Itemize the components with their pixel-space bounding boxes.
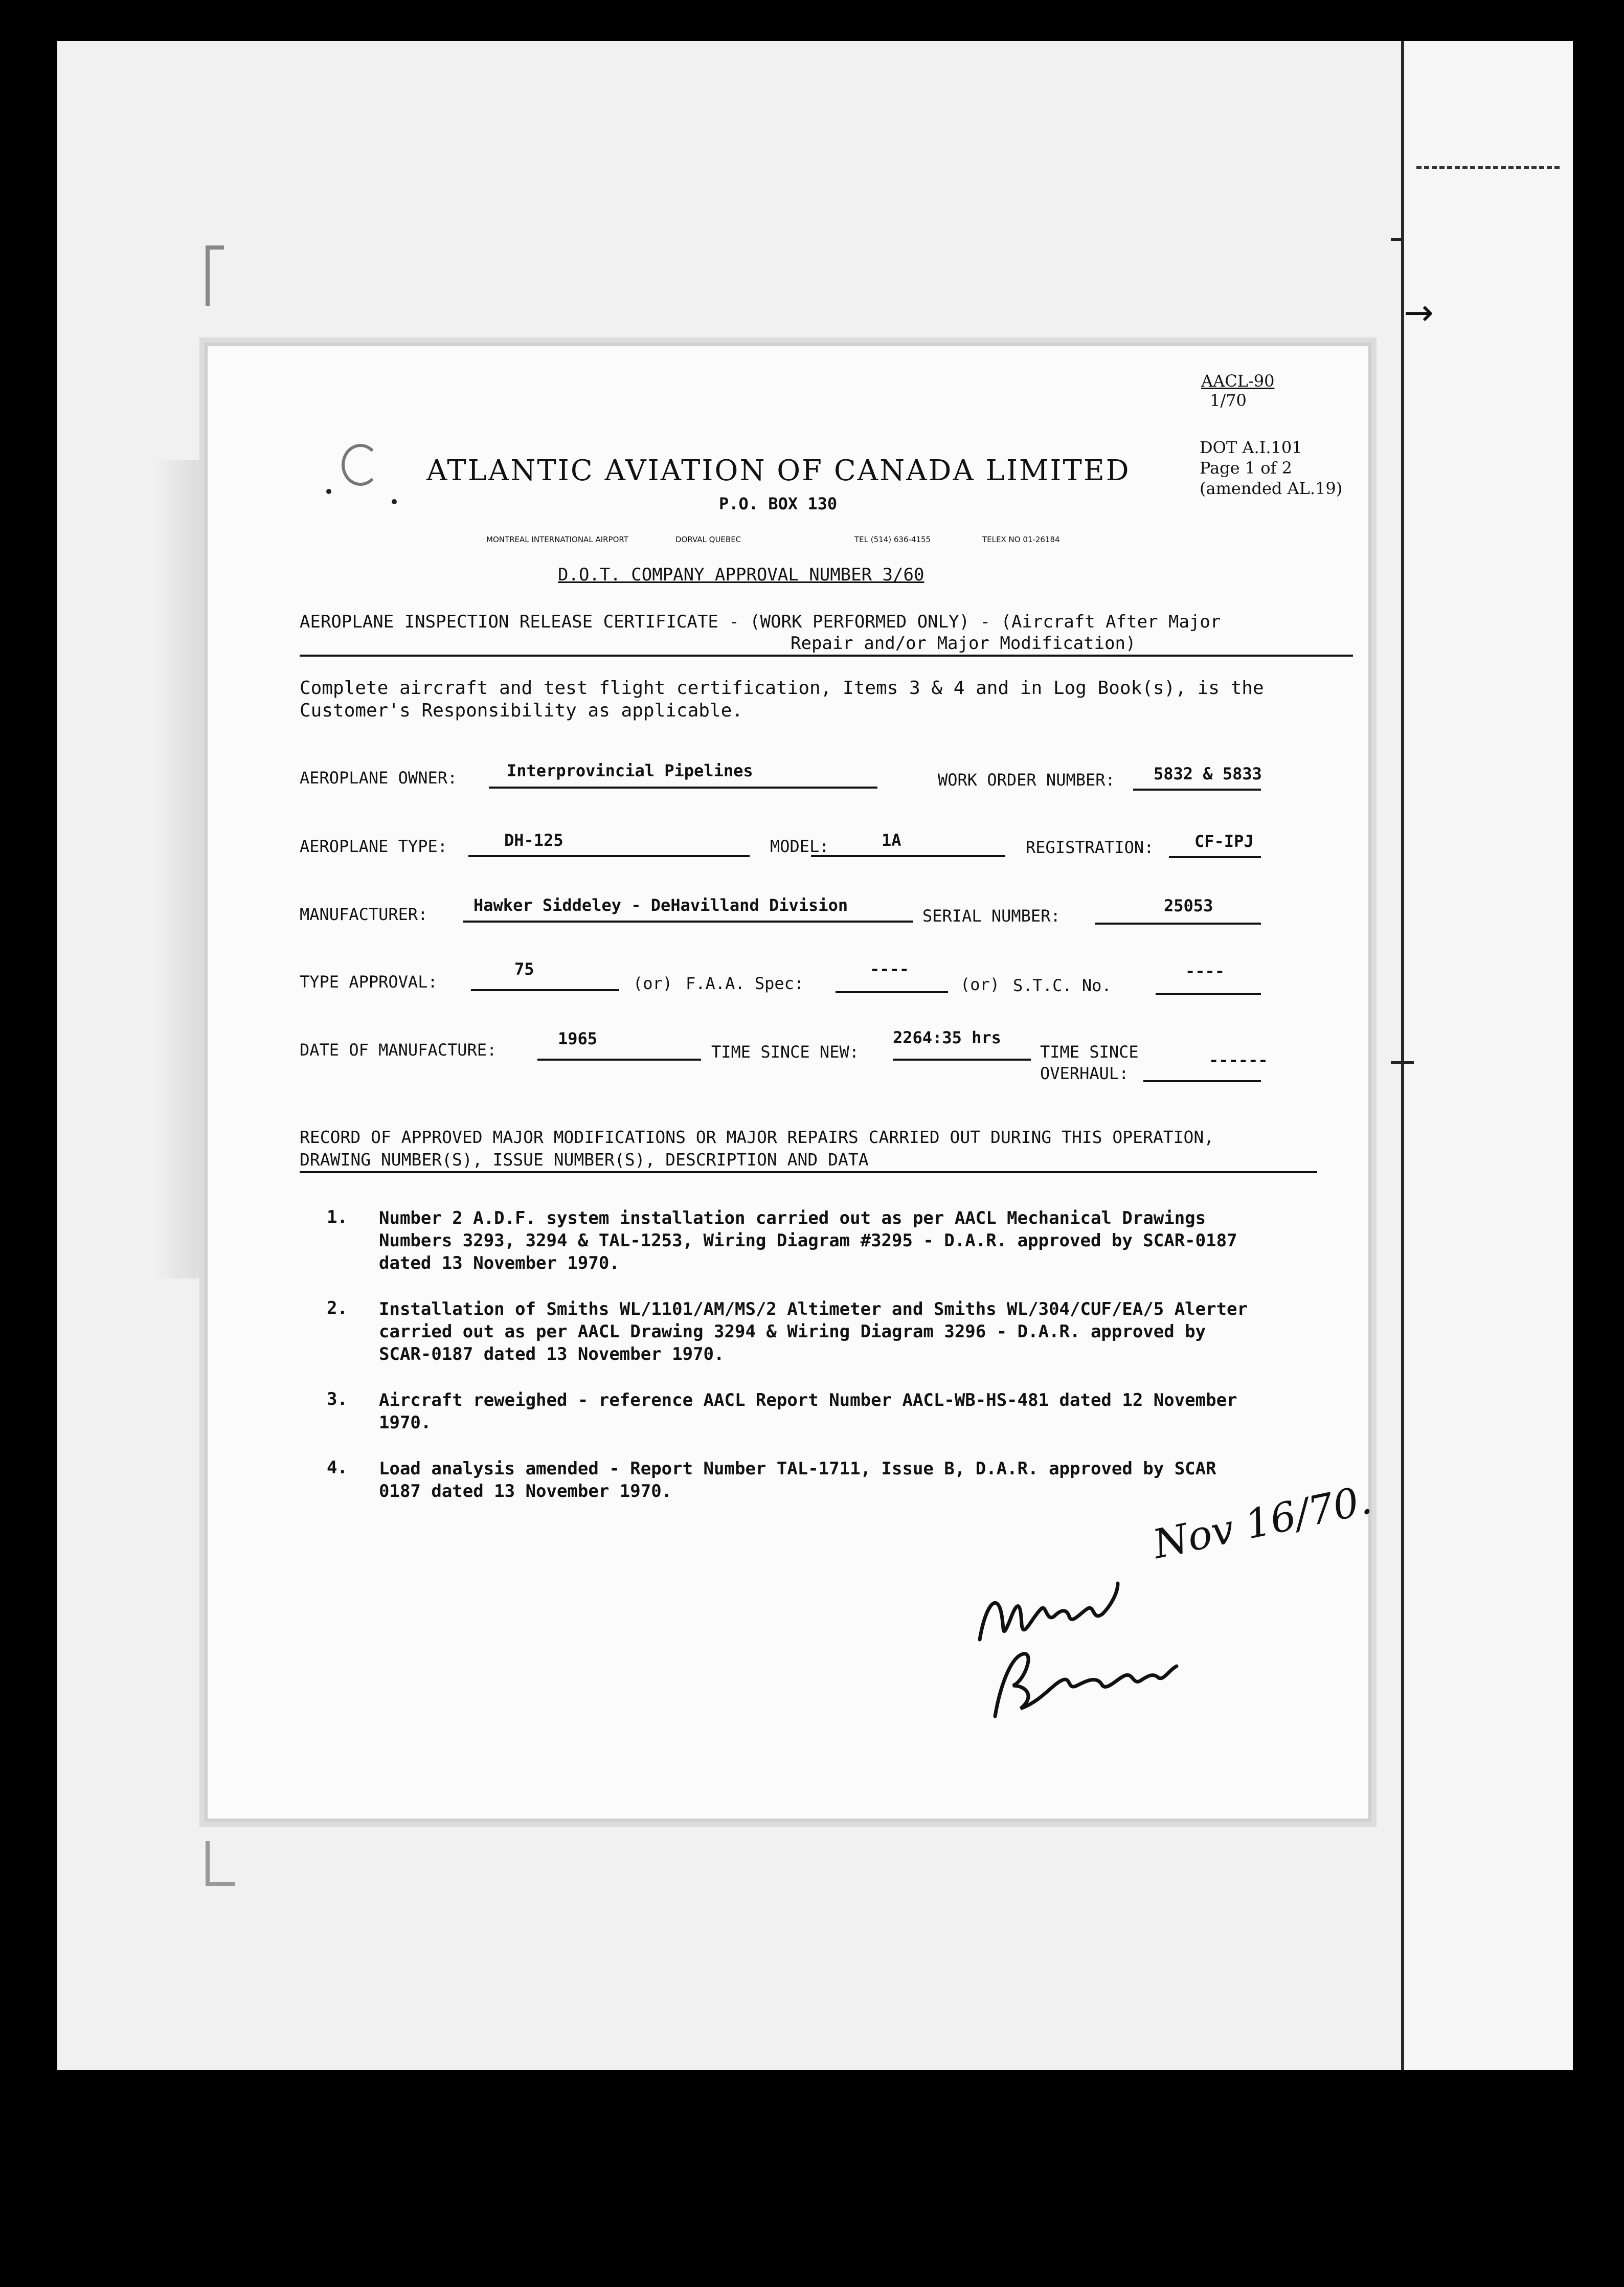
edge-tick xyxy=(1391,238,1402,241)
edge-tick xyxy=(1391,1061,1414,1064)
manufacturer-line xyxy=(463,921,913,923)
item-line: Load analysis amended - Report Number TAL-1711, Issue B, D.A.R. approved by SCAR xyxy=(379,1459,1216,1479)
tso-value: ------ xyxy=(1209,1050,1268,1070)
work-order-label: WORK ORDER NUMBER: xyxy=(938,770,1115,790)
item-line: dated 13 November 1970. xyxy=(379,1253,620,1273)
item-line: Number 2 A.D.F. system installation carried out as per AACL Mechanical Drawings xyxy=(379,1208,1206,1228)
serial-line xyxy=(1095,923,1261,925)
speck xyxy=(392,499,397,504)
telephone: TEL (514) 636-4155 xyxy=(854,535,931,544)
item-number: 4. xyxy=(327,1458,348,1478)
company-logo-icon xyxy=(342,444,379,486)
record-underline xyxy=(300,1171,1317,1173)
item-number: 3. xyxy=(327,1389,348,1409)
title-underline xyxy=(300,655,1353,657)
type-label: AEROPLANE TYPE: xyxy=(300,837,447,856)
approval-number: D.O.T. COMPANY APPROVAL NUMBER 3/60 xyxy=(558,565,924,585)
item-number: 1. xyxy=(327,1207,348,1227)
bracket-mark xyxy=(206,245,224,306)
registration-label: REGISTRATION: xyxy=(1026,838,1154,857)
stc-line xyxy=(1156,993,1261,995)
handwritten-signature xyxy=(964,1532,1251,1737)
date-of-manufacture-label: DATE OF MANUFACTURE: xyxy=(300,1040,497,1060)
scan-right-margin xyxy=(1401,41,1573,2070)
type-approval-line xyxy=(471,989,619,991)
intro-line1: Complete aircraft and test flight certification, Items 3 & 4 and in Log Book(s), is the xyxy=(300,678,1264,699)
telex: TELEX NO 01-26184 xyxy=(982,535,1060,544)
city-address: DORVAL QUEBEC xyxy=(675,535,741,544)
faa-line xyxy=(836,991,948,993)
dot-reference: DOT A.I.101 xyxy=(1200,438,1302,457)
stc-value: ---- xyxy=(1185,961,1225,981)
model-line xyxy=(811,855,1005,857)
type-line xyxy=(468,855,750,857)
manufacturer-label: MANUFACTURER: xyxy=(300,905,428,924)
tsn-value: 2264:35 hrs xyxy=(893,1028,1001,1047)
manufacturer-value: Hawker Siddeley - DeHavilland Division xyxy=(473,895,848,915)
type-value: DH-125 xyxy=(504,831,563,850)
or-text: (or) xyxy=(960,975,1000,994)
or-text: (or) xyxy=(633,974,673,993)
date-of-manufacture-value: 1965 xyxy=(558,1029,598,1048)
item-line: Aircraft reweighed - reference AACL Report Number AACL-WB-HS-481 dated 12 November xyxy=(379,1390,1237,1410)
intro-line2: Customer's Responsibility as applicable. xyxy=(300,700,743,721)
page-indicator: Page 1 of 2 xyxy=(1200,458,1292,478)
type-approval-value: 75 xyxy=(514,959,534,979)
work-order-value: 5832 & 5833 xyxy=(1154,764,1262,783)
faa-label: F.A.A. Spec: xyxy=(686,974,804,993)
item-line: 1970. xyxy=(379,1412,432,1433)
amendment-note: (amended AL.19) xyxy=(1200,479,1343,498)
stc-label: S.T.C. No. xyxy=(1013,976,1112,995)
owner-value: Interprovincial Pipelines xyxy=(507,761,753,780)
item-line: 0187 dated 13 November 1970. xyxy=(379,1481,672,1501)
item-line: carried out as per AACL Drawing 3294 & Wiring Diagram 3296 - D.A.R. approved by xyxy=(379,1321,1206,1342)
owner-label: AEROPLANE OWNER: xyxy=(300,768,458,788)
certificate-title-line2: Repair and/or Major Modification) xyxy=(791,633,1136,654)
form-date: 1/70 xyxy=(1210,391,1247,410)
certificate-title: AEROPLANE INSPECTION RELEASE CERTIFICATE - (WORK PERFORMED ONLY) - (Aircraft After Major xyxy=(300,612,1221,632)
item-line: Numbers 3293, 3294 & TAL-1253, Wiring Diagram #3295 - D.A.R. approved by SCAR-0187 xyxy=(379,1230,1237,1251)
type-approval-label: TYPE APPROVAL: xyxy=(300,972,438,992)
airport-address: MONTREAL INTERNATIONAL AIRPORT xyxy=(486,535,628,544)
serial-value: 25053 xyxy=(1164,896,1213,915)
form-number: AACL-90 xyxy=(1201,371,1275,391)
serial-label: SERIAL NUMBER: xyxy=(922,906,1061,926)
signature-date: Nov 16/70. xyxy=(1149,1476,1376,1568)
date-line xyxy=(537,1059,701,1061)
speck xyxy=(326,489,331,494)
company-name: ATLANTIC AVIATION OF CANADA LIMITED xyxy=(426,454,1131,487)
tsn-line xyxy=(893,1059,1031,1061)
work-order-line xyxy=(1133,789,1261,791)
edge-dash-line xyxy=(1416,166,1560,169)
arrow-icon: → xyxy=(1404,292,1434,333)
item-line: SCAR-0187 dated 13 November 1970. xyxy=(379,1344,725,1364)
faa-value: ---- xyxy=(870,959,910,979)
tsn-label: TIME SINCE NEW: xyxy=(711,1042,859,1062)
record-heading-line2: DRAWING NUMBER(S), ISSUE NUMBER(S), DESCRIPTION AND DATA xyxy=(300,1150,869,1170)
model-label: MODEL: xyxy=(770,837,829,856)
registration-line xyxy=(1169,856,1261,858)
owner-line xyxy=(489,787,877,789)
certificate-form xyxy=(205,343,1376,1822)
po-box: P.O. BOX 130 xyxy=(719,494,838,513)
item-number: 2. xyxy=(327,1298,348,1318)
record-heading: RECORD OF APPROVED MAJOR MODIFICATIONS OR MAJOR REPAIRS CARRIED OUT DURING THIS OPERATION, xyxy=(300,1127,1214,1147)
item-line: Installation of Smiths WL/1101/AM/MS/2 Altimeter and Smiths WL/304/CUF/EA/5 Alerter xyxy=(379,1299,1248,1319)
registration-value: CF-IPJ xyxy=(1194,832,1254,851)
tso-label: TIME SINCE xyxy=(1040,1042,1139,1062)
tso-line xyxy=(1143,1080,1261,1082)
model-value: 1A xyxy=(882,831,901,850)
tso-label-line2: OVERHAUL: xyxy=(1040,1064,1129,1083)
bracket-mark xyxy=(206,1841,235,1886)
